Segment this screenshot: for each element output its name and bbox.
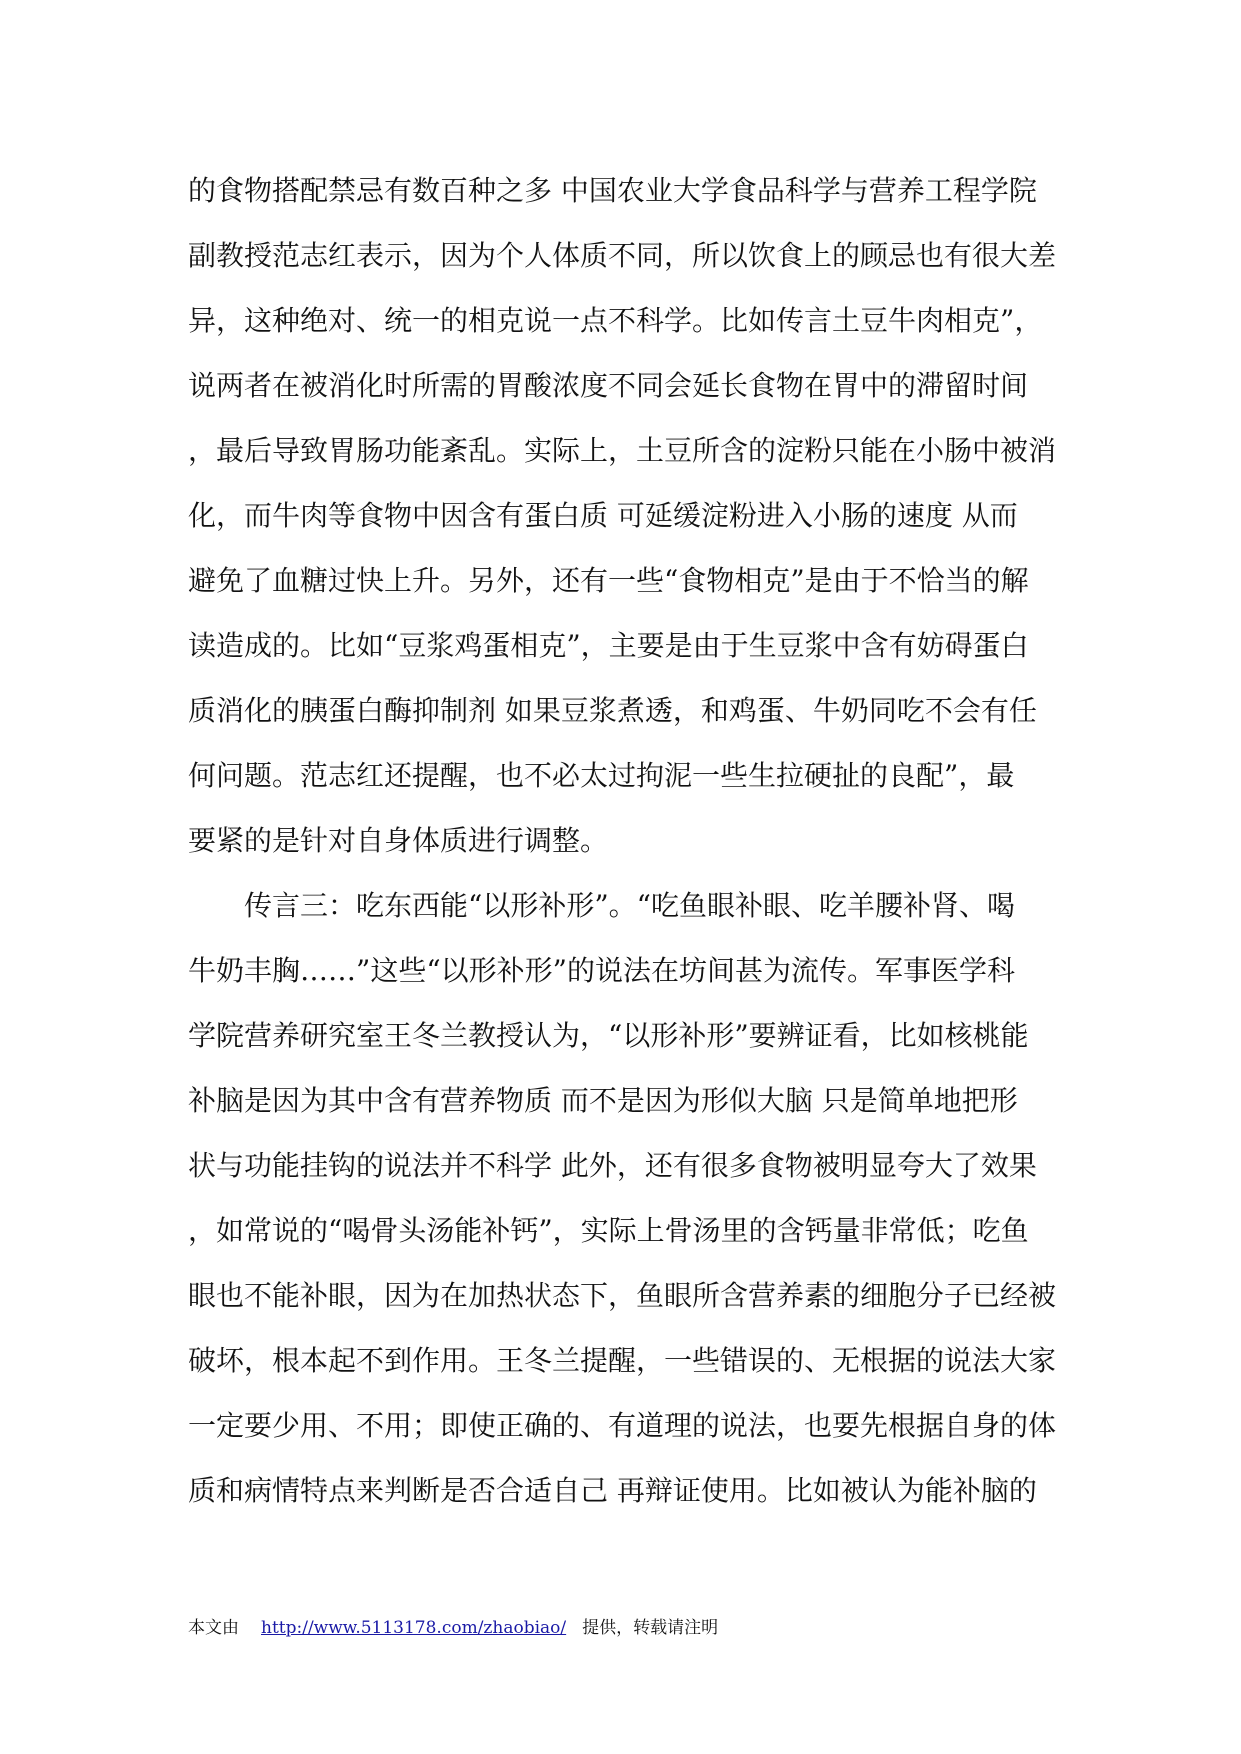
article-body <box>188 158 1068 1523</box>
paragraph-start-line: 传言三：吃东西能“以形补形”。“吃鱼眼补眼、吃羊腰补肾、喝 <box>244 889 1015 922</box>
footer-prefix: 本文由 <box>188 1618 239 1638</box>
body-line: 的食物搭配禁忌有数百种之多 中国农业大学食品科学与营养工程学院 <box>188 174 1037 207</box>
body-line: 质消化的胰蛋白酶抑制剂 如果豆浆煮透，和鸡蛋、牛奶同吃不会有任 <box>188 694 1037 727</box>
body-line: 学院营养研究室王冬兰教授认为，“以形补形”要辨证看，比如核桃能 <box>188 1019 1029 1052</box>
body-line: 读造成的。比如“豆浆鸡蛋相克”，主要是由于生豆浆中含有妨碍蛋白 <box>188 629 1029 662</box>
body-line: 副教授范志红表示，因为个人体质不同，所以饮食上的顾忌也有很大差 <box>188 239 1057 272</box>
body-line: ，最后导致胃肠功能紊乱。实际上，土豆所含的淀粉只能在小肠中被消 <box>188 434 1057 467</box>
body-line: 说两者在被消化时所需的胃酸浓度不同会延长食物在胃中的滞留时间 <box>188 369 1029 402</box>
body-line: 异，这种绝对、统一的相克说一点不科学。比如传言土豆牛肉相克”， <box>188 304 1043 337</box>
body-line: 一定要少用、不用；即使正确的、有道理的说法，也要先根据自身的体 <box>188 1409 1057 1442</box>
body-line: 要紧的是针对自身体质进行调整。 <box>188 824 609 857</box>
body-line: 补脑是因为其中含有营养物质 而不是因为形似大脑 只是简单地把形 <box>188 1084 1018 1117</box>
body-line: 状与功能挂钩的说法并不科学 此外，还有很多食物被明显夸大了效果 <box>188 1149 1037 1182</box>
body-line: 眼也不能补眼，因为在加热状态下，鱼眼所含营养素的细胞分子已经被 <box>188 1279 1057 1312</box>
body-line: 何问题。范志红还提醒，也不必太过拘泥一些生拉硬扯的良配”，最 <box>188 759 1015 792</box>
footer-credit <box>188 1616 718 1640</box>
footer-source-link[interactable]: http://www.5113178.com/zhaobiao/ <box>261 1618 567 1638</box>
body-line: 化，而牛肉等食物中因含有蛋白质 可延缓淀粉进入小肠的速度 从而 <box>188 499 1018 532</box>
body-line: 避免了血糖过快上升。另外，还有一些“食物相克”是由于不恰当的解 <box>188 564 1029 597</box>
body-line: ，如常说的“喝骨头汤能补钙”，实际上骨汤里的含钙量非常低；吃鱼 <box>188 1214 1029 1247</box>
footer-suffix: 提供，转载请注明 <box>582 1618 719 1638</box>
body-line: 质和病情特点来判断是否合适自己 再辩证使用。比如被认为能补脑的 <box>188 1474 1037 1507</box>
body-line: 破坏，根本起不到作用。王冬兰提醒，一些错误的、无根据的说法大家 <box>188 1344 1057 1377</box>
body-line: 牛奶丰胸……”这些“以形补形”的说法在坊间甚为流传。军事医学科 <box>188 954 1015 987</box>
